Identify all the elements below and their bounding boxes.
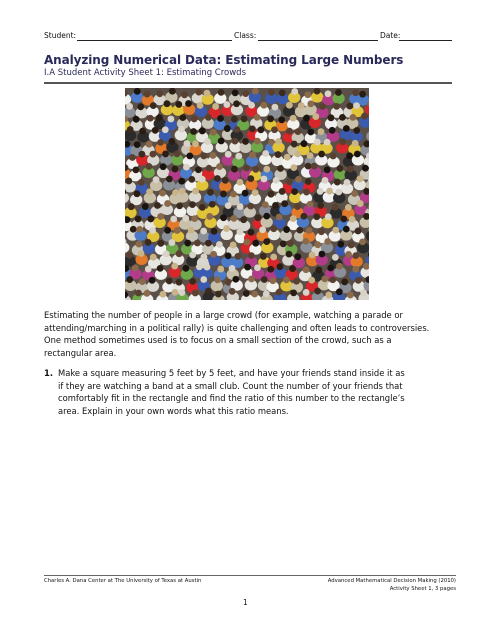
date-line	[399, 40, 452, 41]
intro-line: One method sometimes used is to focus on a small section of the crowd, such as a	[44, 335, 392, 345]
question-number: 1.	[44, 368, 54, 378]
intro-line: Estimating the number of people in a large crowd (for example, watching a parade or	[44, 310, 403, 320]
header-rule	[44, 82, 452, 84]
page-number: 1	[243, 598, 248, 607]
question-line: area. Explain in your own words what this ratio means.	[58, 405, 289, 416]
footer-right	[328, 578, 456, 593]
intro-paragraph	[44, 309, 454, 359]
question-line: Make a square measuring 5 feet by 5 feet, and have your friends stand inside it as	[58, 368, 405, 378]
question-text	[58, 367, 438, 417]
footer-pages: Activity Sheet 1, 3 pages	[389, 585, 456, 592]
student-label: Student:	[44, 31, 77, 40]
class-line	[258, 40, 378, 41]
intro-line: attending/marching in a political rally) is quite challenging and often leads to controversies.	[44, 322, 430, 333]
crowd-photo	[125, 88, 369, 300]
footer-rule	[44, 575, 456, 576]
class-label: Class:	[234, 31, 257, 40]
footer-left: Charles A. Dana Center at The University of Texas at Austin	[44, 578, 202, 584]
question-line: comfortably fit in the rectangle and find the ratio of this number to the rectangle’s	[58, 393, 405, 403]
footer-course: Advanced Mathematical Decision Making (2010)	[327, 578, 456, 584]
intro-line: rectangular area.	[44, 347, 117, 358]
header-fields	[44, 31, 452, 43]
question-line: if they are watching a band at a small club. Count the number of your friends that	[58, 380, 403, 391]
date-label: Date:	[380, 31, 401, 40]
page-title: Analyzing Numerical Data: Estimating Large Numbers	[44, 53, 404, 67]
page-subtitle: I.A Student Activity Sheet 1: Estimating Crowds	[44, 68, 247, 78]
crowd-photo-image	[125, 88, 369, 300]
student-line	[77, 40, 232, 41]
